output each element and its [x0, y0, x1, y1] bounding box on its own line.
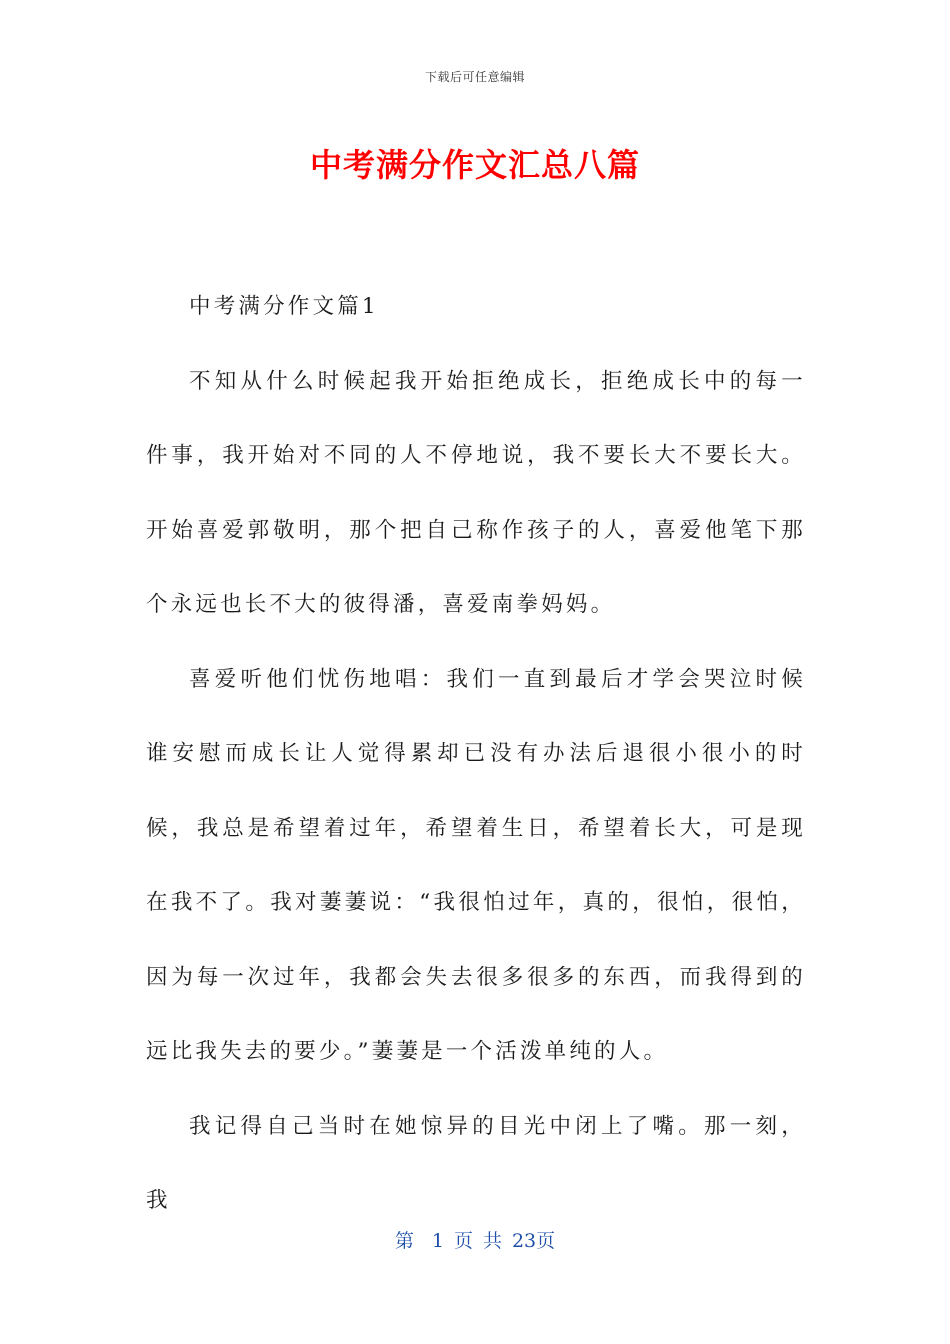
header-note: 下载后可任意编辑 — [424, 70, 525, 84]
footer-total-prefix: 共 — [482, 1230, 502, 1252]
paragraph-2: 喜爱听他们忧伤地唱：我们一直到最后才学会哭泣时候谁安慰而成长让人觉得累却已没有办法后退很小很小的时候，我总是希望着过年，希望着生日，希望着长大，可是现在我不了。我对萋萋说：“我很怕过年，真的，很怕，很怕，因为每一次过年，我都会失去很多很多的东西，而我得到的远比我失去的要少。”萋萋是一个活泼单纯的人。 — [146, 666, 806, 1064]
document-body — [146, 270, 806, 1239]
current-page-number: 1 — [431, 1230, 444, 1252]
section-heading: 中考满分作文篇1 — [189, 294, 379, 319]
footer-prefix: 第 — [394, 1230, 414, 1252]
footer-total-suffix: 页 — [536, 1230, 556, 1252]
paragraph-1: 不知从什么时候起我开始拒绝成长，拒绝成长中的每一件事，我开始对不同的人不停地说，我不要长大不要长大。开始喜爱郭敬明，那个把自己称作孩子的人，喜爱他笔下那个永远也长不大的彼得潘，喜爱南拳妈妈。 — [146, 368, 806, 617]
page-footer — [0, 1226, 950, 1253]
document-title: 中考满分作文汇总八篇 — [309, 146, 640, 184]
footer-page-unit: 页 — [453, 1230, 473, 1252]
paragraph-3: 我记得自己当时在她惊异的目光中闭上了嘴。那一刻，我 — [146, 1113, 806, 1213]
total-pages-number: 23 — [511, 1230, 537, 1252]
